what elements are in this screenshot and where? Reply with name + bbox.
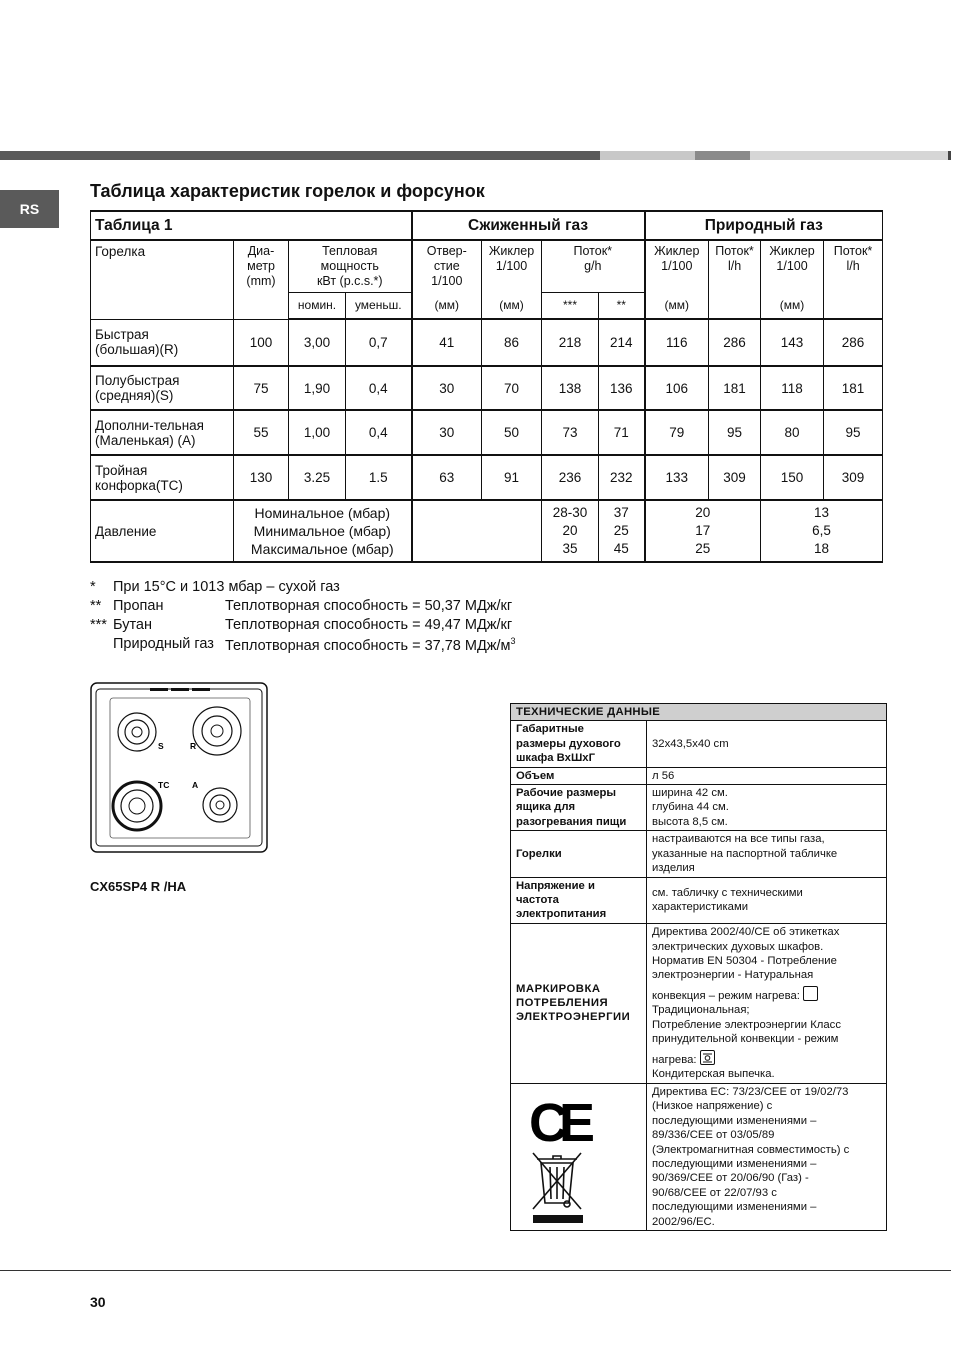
col-burner: Горелка (91, 240, 234, 319)
burner-name: Тройная конфорка(ТС) (91, 455, 234, 500)
cell: 91 (482, 455, 542, 500)
tech-title-row (511, 704, 887, 721)
cell: 232 (599, 455, 645, 500)
cell: 50 (482, 410, 542, 455)
cell: 95 (824, 410, 883, 455)
header-bar-light-2 (750, 151, 948, 160)
language-tab: RS (0, 190, 59, 228)
cell: 0,7 (346, 319, 412, 366)
footnote-text: При 15°С и 1013 мбар – сухой газ (113, 579, 340, 595)
tech-value: 32x43,5x40 cm (647, 721, 887, 767)
cell: 130 (234, 455, 289, 500)
col-ng-flow-2: Поток* l/h (824, 240, 883, 292)
table-row-s (91, 366, 883, 410)
cell: 0,4 (346, 366, 412, 410)
cell: 95 (709, 410, 761, 455)
col-power: Тепловая мощность кВт (p.c.s.*) (289, 240, 412, 292)
footnote-text: Теплотворная способность = 50,37 МДж/кг (225, 598, 513, 614)
lpg-title: Сжиженный газ (412, 211, 645, 240)
cell: 73 (542, 410, 599, 455)
cell: 63 (412, 455, 482, 500)
tech-key: Габаритные размеры духового шкафа ВхШхГ (511, 721, 647, 767)
pressure-ng-1: 20 17 25 (645, 500, 761, 562)
tech-key: МАРКИРОВКА ПОТРЕБЛЕНИЯ ЭЛЕКТРОЭНЕРГИИ (511, 923, 647, 1083)
cell: 218 (542, 319, 599, 366)
tech-value: Директива ЕС: 73/23/CEE от 19/02/73 (Низкое напряжение) с последующими изменениями – 89/336/CEE от 03/05/89 (Электромагнитная совместимость) с последующими изменениями – 90/369/CEE от 20/06/90 (Газ) - 90/68/CEE от 22/07/93 с последующими изменениями – 2002/96/EC. (647, 1083, 887, 1230)
ce-weee-marks (529, 1091, 601, 1223)
table-row-r (91, 319, 883, 366)
tech-title: ТЕХНИЧЕСКИЕ ДАННЫЕ (511, 704, 887, 721)
tech-key: Рабочие размеры ящика для разогревания пищи (511, 785, 647, 831)
tech-row (511, 831, 887, 877)
empty-cell (824, 292, 883, 319)
tech-row (511, 767, 887, 784)
cell: 79 (645, 410, 709, 455)
col-flow-gh: Поток* g/h (542, 240, 645, 292)
page-number: 30 (90, 1294, 106, 1310)
col-diameter: Диа- метр (mm) (234, 240, 289, 319)
tech-row (511, 785, 887, 831)
header-bar-mid (695, 151, 750, 160)
tech-value: л 56 (647, 767, 887, 784)
cell: 118 (761, 366, 824, 410)
table-row-tc (91, 455, 883, 500)
col-ng-nozzle-2-unit: (мм) (761, 292, 824, 319)
pressure-label: Давление (91, 500, 234, 562)
tech-key: Объем (511, 767, 647, 784)
cell: 55 (234, 410, 289, 455)
cell: 30 (412, 410, 482, 455)
cell: 150 (761, 455, 824, 500)
weee-bar-icon (533, 1215, 583, 1223)
hob-diagram (90, 682, 268, 853)
burner-name: Дополни-тельная (Маленькая) (A) (91, 410, 234, 455)
cell: 133 (645, 455, 709, 500)
pressure-ng-2: 13 6,5 18 (761, 500, 883, 562)
page-heading: Таблица характеристик горелок и форсунок (90, 181, 485, 201)
cell: 80 (761, 410, 824, 455)
hob-label-a: A (192, 780, 199, 790)
cell: 309 (824, 455, 883, 500)
tech-value: см. табличку с техническими характеристиками (647, 877, 887, 923)
cell: 286 (824, 319, 883, 366)
hob-label-s: S (158, 741, 164, 751)
cell: 70 (482, 366, 542, 410)
col-flow-butane: *** (542, 292, 599, 319)
table-row-a (91, 410, 883, 455)
ce-mark-icon: CE (529, 1092, 595, 1153)
cell: 1,90 (289, 366, 346, 410)
pressure-propane: 37 25 45 (599, 500, 645, 562)
cell: 1.5 (346, 455, 412, 500)
cell: 3.25 (289, 455, 346, 500)
empty-cell (412, 500, 542, 562)
table-title: Таблица 1 (91, 211, 412, 240)
pressure-butane: 28-30 20 35 (542, 500, 599, 562)
col-flow-propane: ** (599, 292, 645, 319)
col-ng-nozzle-1: Жиклер 1/100 (645, 240, 709, 292)
footnote-gas: Пропан (113, 598, 164, 614)
cell: 100 (234, 319, 289, 366)
col-nozzle-unit: (мм) (482, 292, 542, 319)
pressure-kinds: Номинальное (мбар) Минимальное (мбар) Максимальное (мбар) (234, 500, 412, 562)
header-bar-light (600, 151, 695, 160)
cell: 286 (709, 319, 761, 366)
tech-row-directives (511, 1083, 887, 1230)
cell: 138 (542, 366, 599, 410)
header-bar-end (948, 151, 951, 160)
cell: 236 (542, 455, 599, 500)
burner-table (90, 210, 883, 563)
tech-value: Директива 2002/40/CE об этикетках электрических духовых шкафов. Норматив EN 50304 - Потребление электроэнергии - Натуральная конвекция – режим нагрева: Традициональная; Потребление электроэнергии Класс принудительной конвекции - режим нагрева: Кондитерская выпечка. (647, 923, 887, 1083)
cell: 41 (412, 319, 482, 366)
marks-cell (511, 1083, 647, 1230)
col-bypass: Отвер- стие 1/100 (412, 240, 482, 292)
footnote-text: Теплотворная способность = 49,47 МДж/кг (225, 617, 513, 633)
tech-value: настраиваются на все типы газа, указанные на паспортной табличке изделия (647, 831, 887, 877)
cell: 71 (599, 410, 645, 455)
footnote-mark: ** (90, 598, 102, 614)
cell: 143 (761, 319, 824, 366)
tech-value: ширина 42 см. глубина 44 см. высота 8,5 см. (647, 785, 887, 831)
footer-rule (0, 1270, 951, 1271)
cell: 106 (645, 366, 709, 410)
footnote-mark: *** (90, 617, 107, 633)
header-bar-dark (0, 151, 600, 160)
footnote-text: Теплотворная способность = 37,78 МДж/$м^3$ (225, 636, 516, 654)
cell: 181 (709, 366, 761, 410)
model-label: CX65SP4 R /HA (90, 879, 187, 894)
tech-key: Напряжение и частота электропитания (511, 877, 647, 923)
footnote-gas: Природный газ (113, 636, 214, 652)
conventional-mode-icon (803, 986, 818, 1001)
col-power-reduced: уменьш. (346, 292, 412, 319)
cell: 1,00 (289, 410, 346, 455)
col-bypass-unit: (мм) (412, 292, 482, 319)
pastry-mode-icon (700, 1050, 715, 1065)
cell: 75 (234, 366, 289, 410)
burner-name: Полубыстрая (средняя)(S) (91, 366, 234, 410)
cell: 181 (824, 366, 883, 410)
cell: 116 (645, 319, 709, 366)
col-ng-nozzle-2: Жиклер 1/100 (761, 240, 824, 292)
tech-data-table (510, 703, 887, 1231)
col-nozzle: Жиклер 1/100 (482, 240, 542, 292)
cell: 3,00 (289, 319, 346, 366)
hob-label-tc: TC (158, 780, 170, 790)
ng-title: Природный газ (645, 211, 883, 240)
col-ng-flow-1: Поток* l/h (709, 240, 761, 292)
cell: 30 (412, 366, 482, 410)
empty-cell (709, 292, 761, 319)
tech-row (511, 721, 887, 767)
tech-key: Горелки (511, 831, 647, 877)
burner-name: Быстрая (большая)(R) (91, 319, 234, 366)
hob-label-r: R (190, 741, 197, 751)
cell: 309 (709, 455, 761, 500)
cell: 86 (482, 319, 542, 366)
tech-row (511, 877, 887, 923)
footnote-gas: Бутан (113, 617, 152, 633)
tech-row-energy (511, 923, 887, 1083)
cell: 136 (599, 366, 645, 410)
cell: 0,4 (346, 410, 412, 455)
col-ng-nozzle-1-unit: (мм) (645, 292, 709, 319)
weee-bin-icon (533, 1153, 581, 1209)
footnote-mark: * (90, 579, 96, 595)
table-row-pressure (91, 500, 883, 562)
cell: 214 (599, 319, 645, 366)
col-power-nominal: номин. (289, 292, 346, 319)
